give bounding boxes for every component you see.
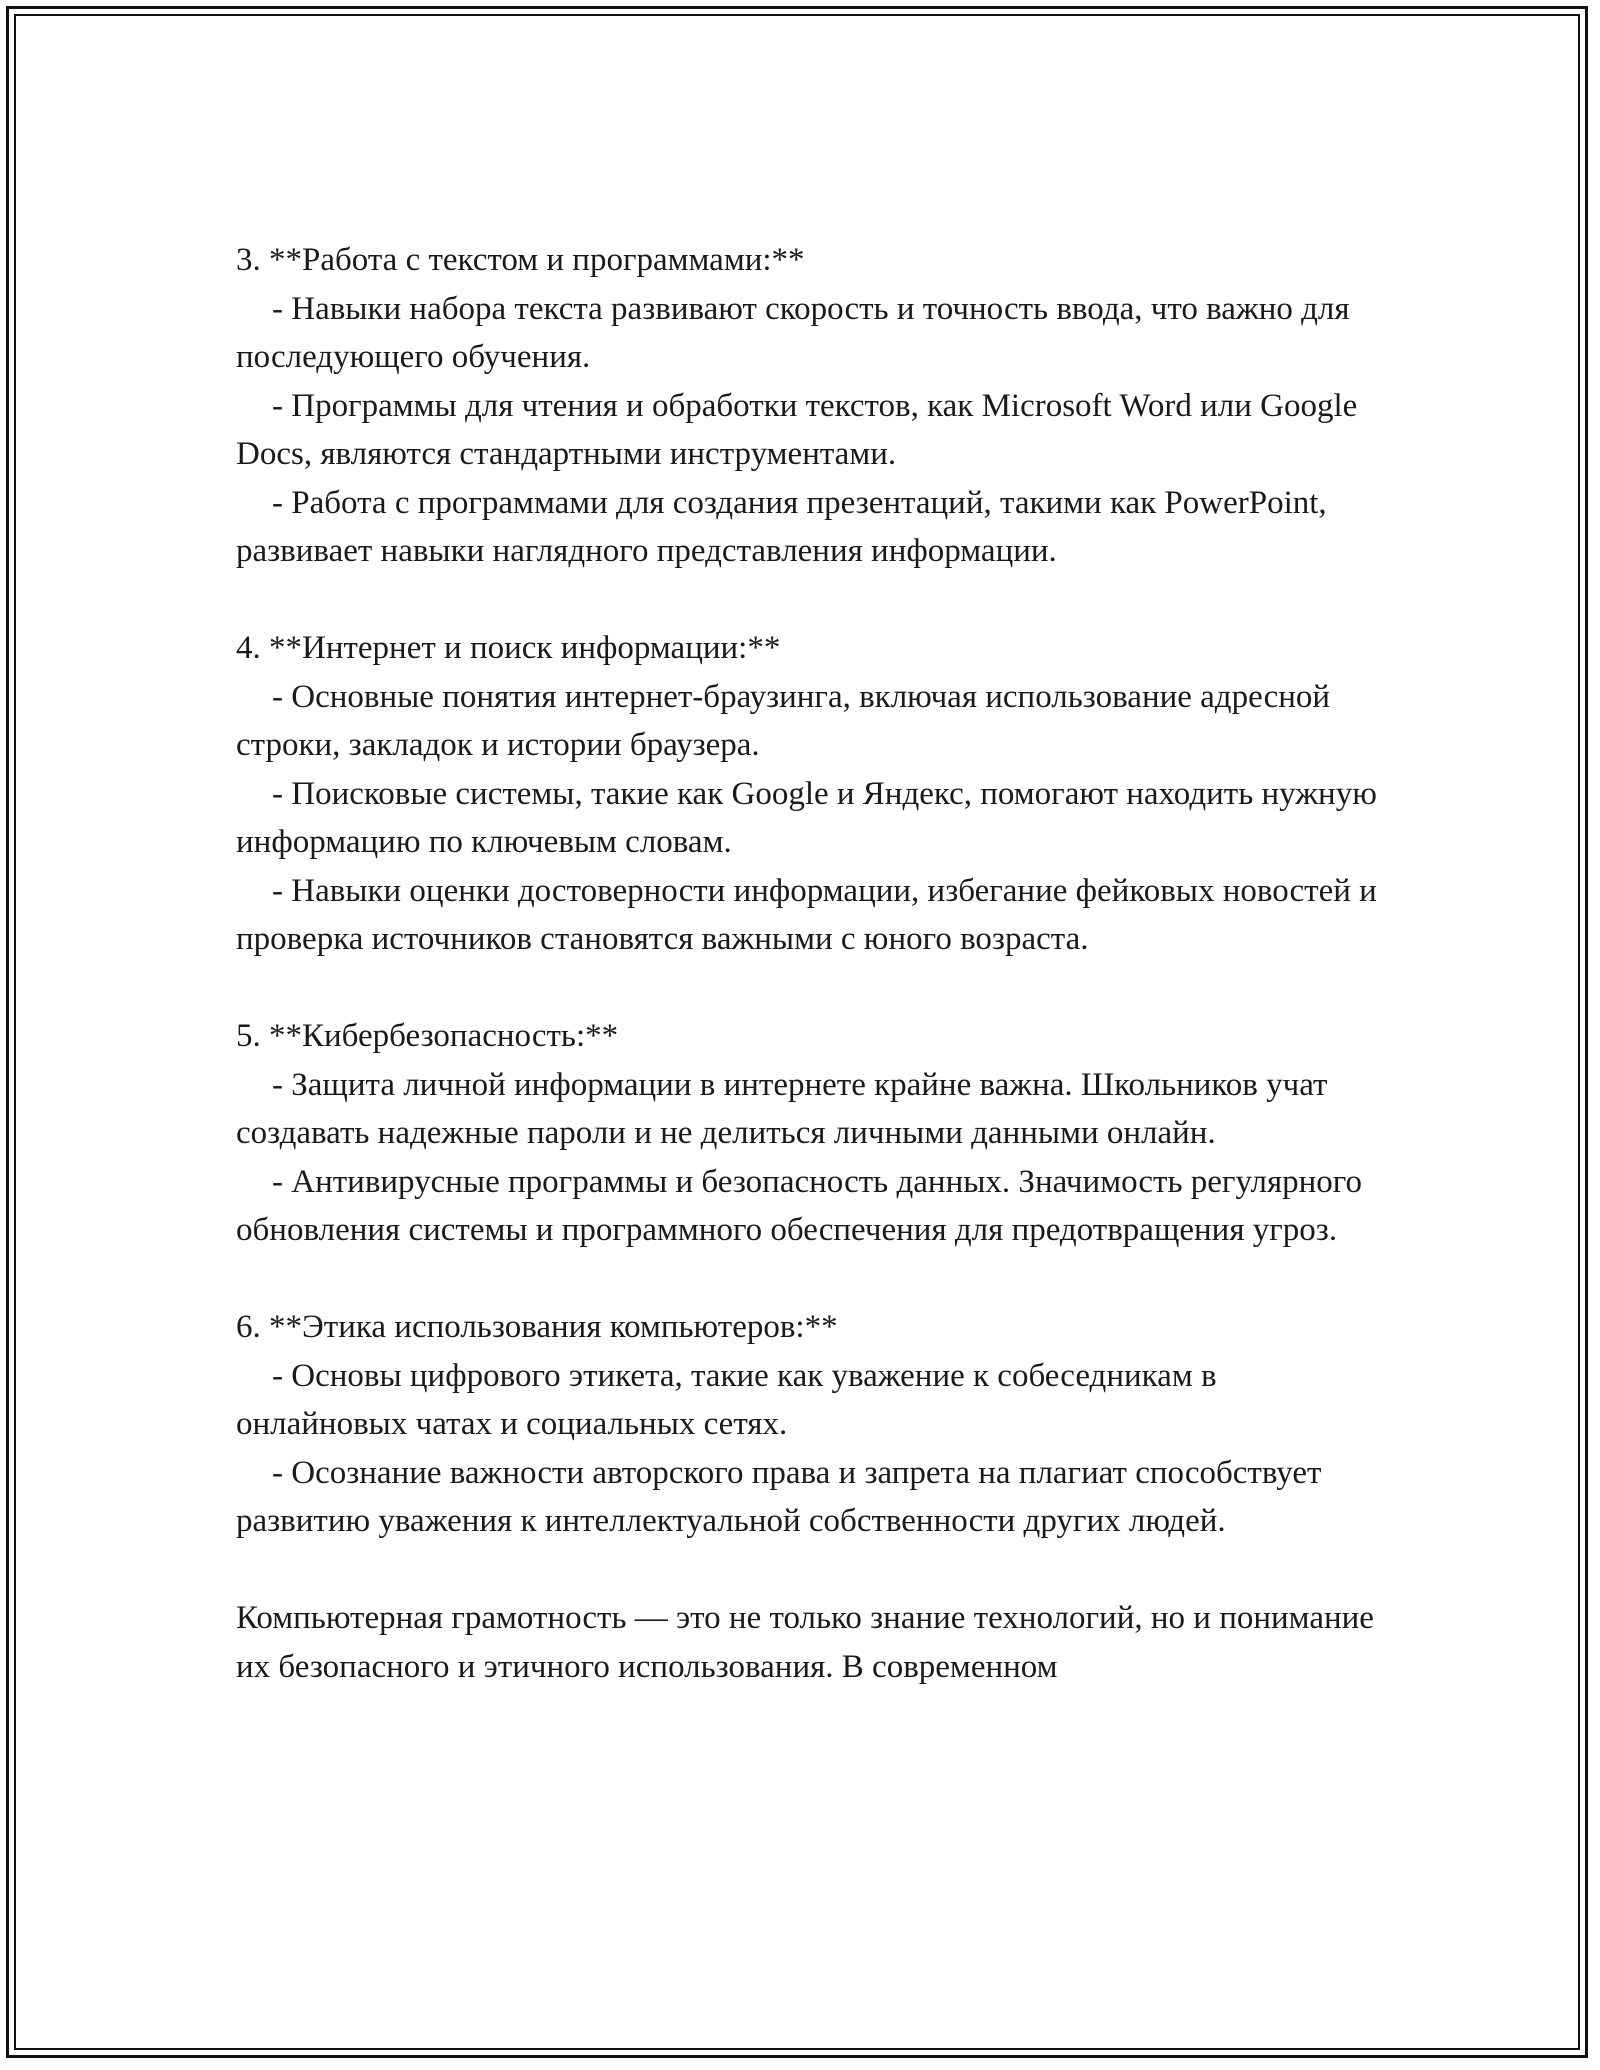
- section-4: [236, 624, 1386, 964]
- section-heading: 6. **Этика использования компьютеров:**: [236, 1309, 838, 1345]
- section-heading: 3. **Работа с текстом и программами:**: [236, 242, 805, 278]
- bullet-item: - Основы цифрового этикета, такие как уважение к собеседникам в онлайновых чатах и социальных сетях.: [236, 1357, 1217, 1442]
- bullet-item: - Поисковые системы, такие как Google и Яндекс, помогают находить нужную информацию по ключевым словам.: [236, 775, 1377, 860]
- section-6: [236, 1303, 1386, 1546]
- bullet-item: - Навыки оценки достоверности информации, избегание фейковых новостей и проверка источников становятся важными с юного возраста.: [236, 872, 1377, 957]
- section-heading: 4. **Интернет и поиск информации:**: [236, 630, 781, 666]
- bullet-item: - Основные понятия интернет-браузинга, включая использование адресной строки, закладок и истории браузера.: [236, 678, 1331, 763]
- bullet-item: - Защита личной информации в интернете крайне важна. Школьников учат создавать надежные пароли и не делиться личными данными онлайн.: [236, 1066, 1328, 1151]
- document-body: [236, 236, 1386, 1691]
- section-5: [236, 1012, 1386, 1255]
- bullet-item: - Навыки набора текста развивают скорость и точность ввода, что важно для последующего обучения.: [236, 290, 1350, 375]
- bullet-item: - Программы для чтения и обработки текстов, как Microsoft Word или Google Docs, являются стандартными инструментами.: [236, 387, 1358, 472]
- section-heading: 5. **Кибербезопасность:**: [236, 1018, 619, 1054]
- closing-paragraph: Компьютерная грамотность — это не только знание технологий, но и понимание их безопасного и этичного использования. В современном: [236, 1600, 1374, 1685]
- bullet-item: - Осознание важности авторского права и запрета на плагиат способствует развитию уважения к интеллектуальной собственности других людей.: [236, 1454, 1322, 1539]
- bullet-item: - Антивирусные программы и безопасность данных. Значимость регулярного обновления системы и программного обеспечения для предотвращения угроз.: [236, 1163, 1363, 1248]
- bullet-item: - Работа с программами для создания презентаций, такими как PowerPoint, развивает навыки наглядного представления информации.: [236, 484, 1327, 569]
- section-3: [236, 236, 1386, 576]
